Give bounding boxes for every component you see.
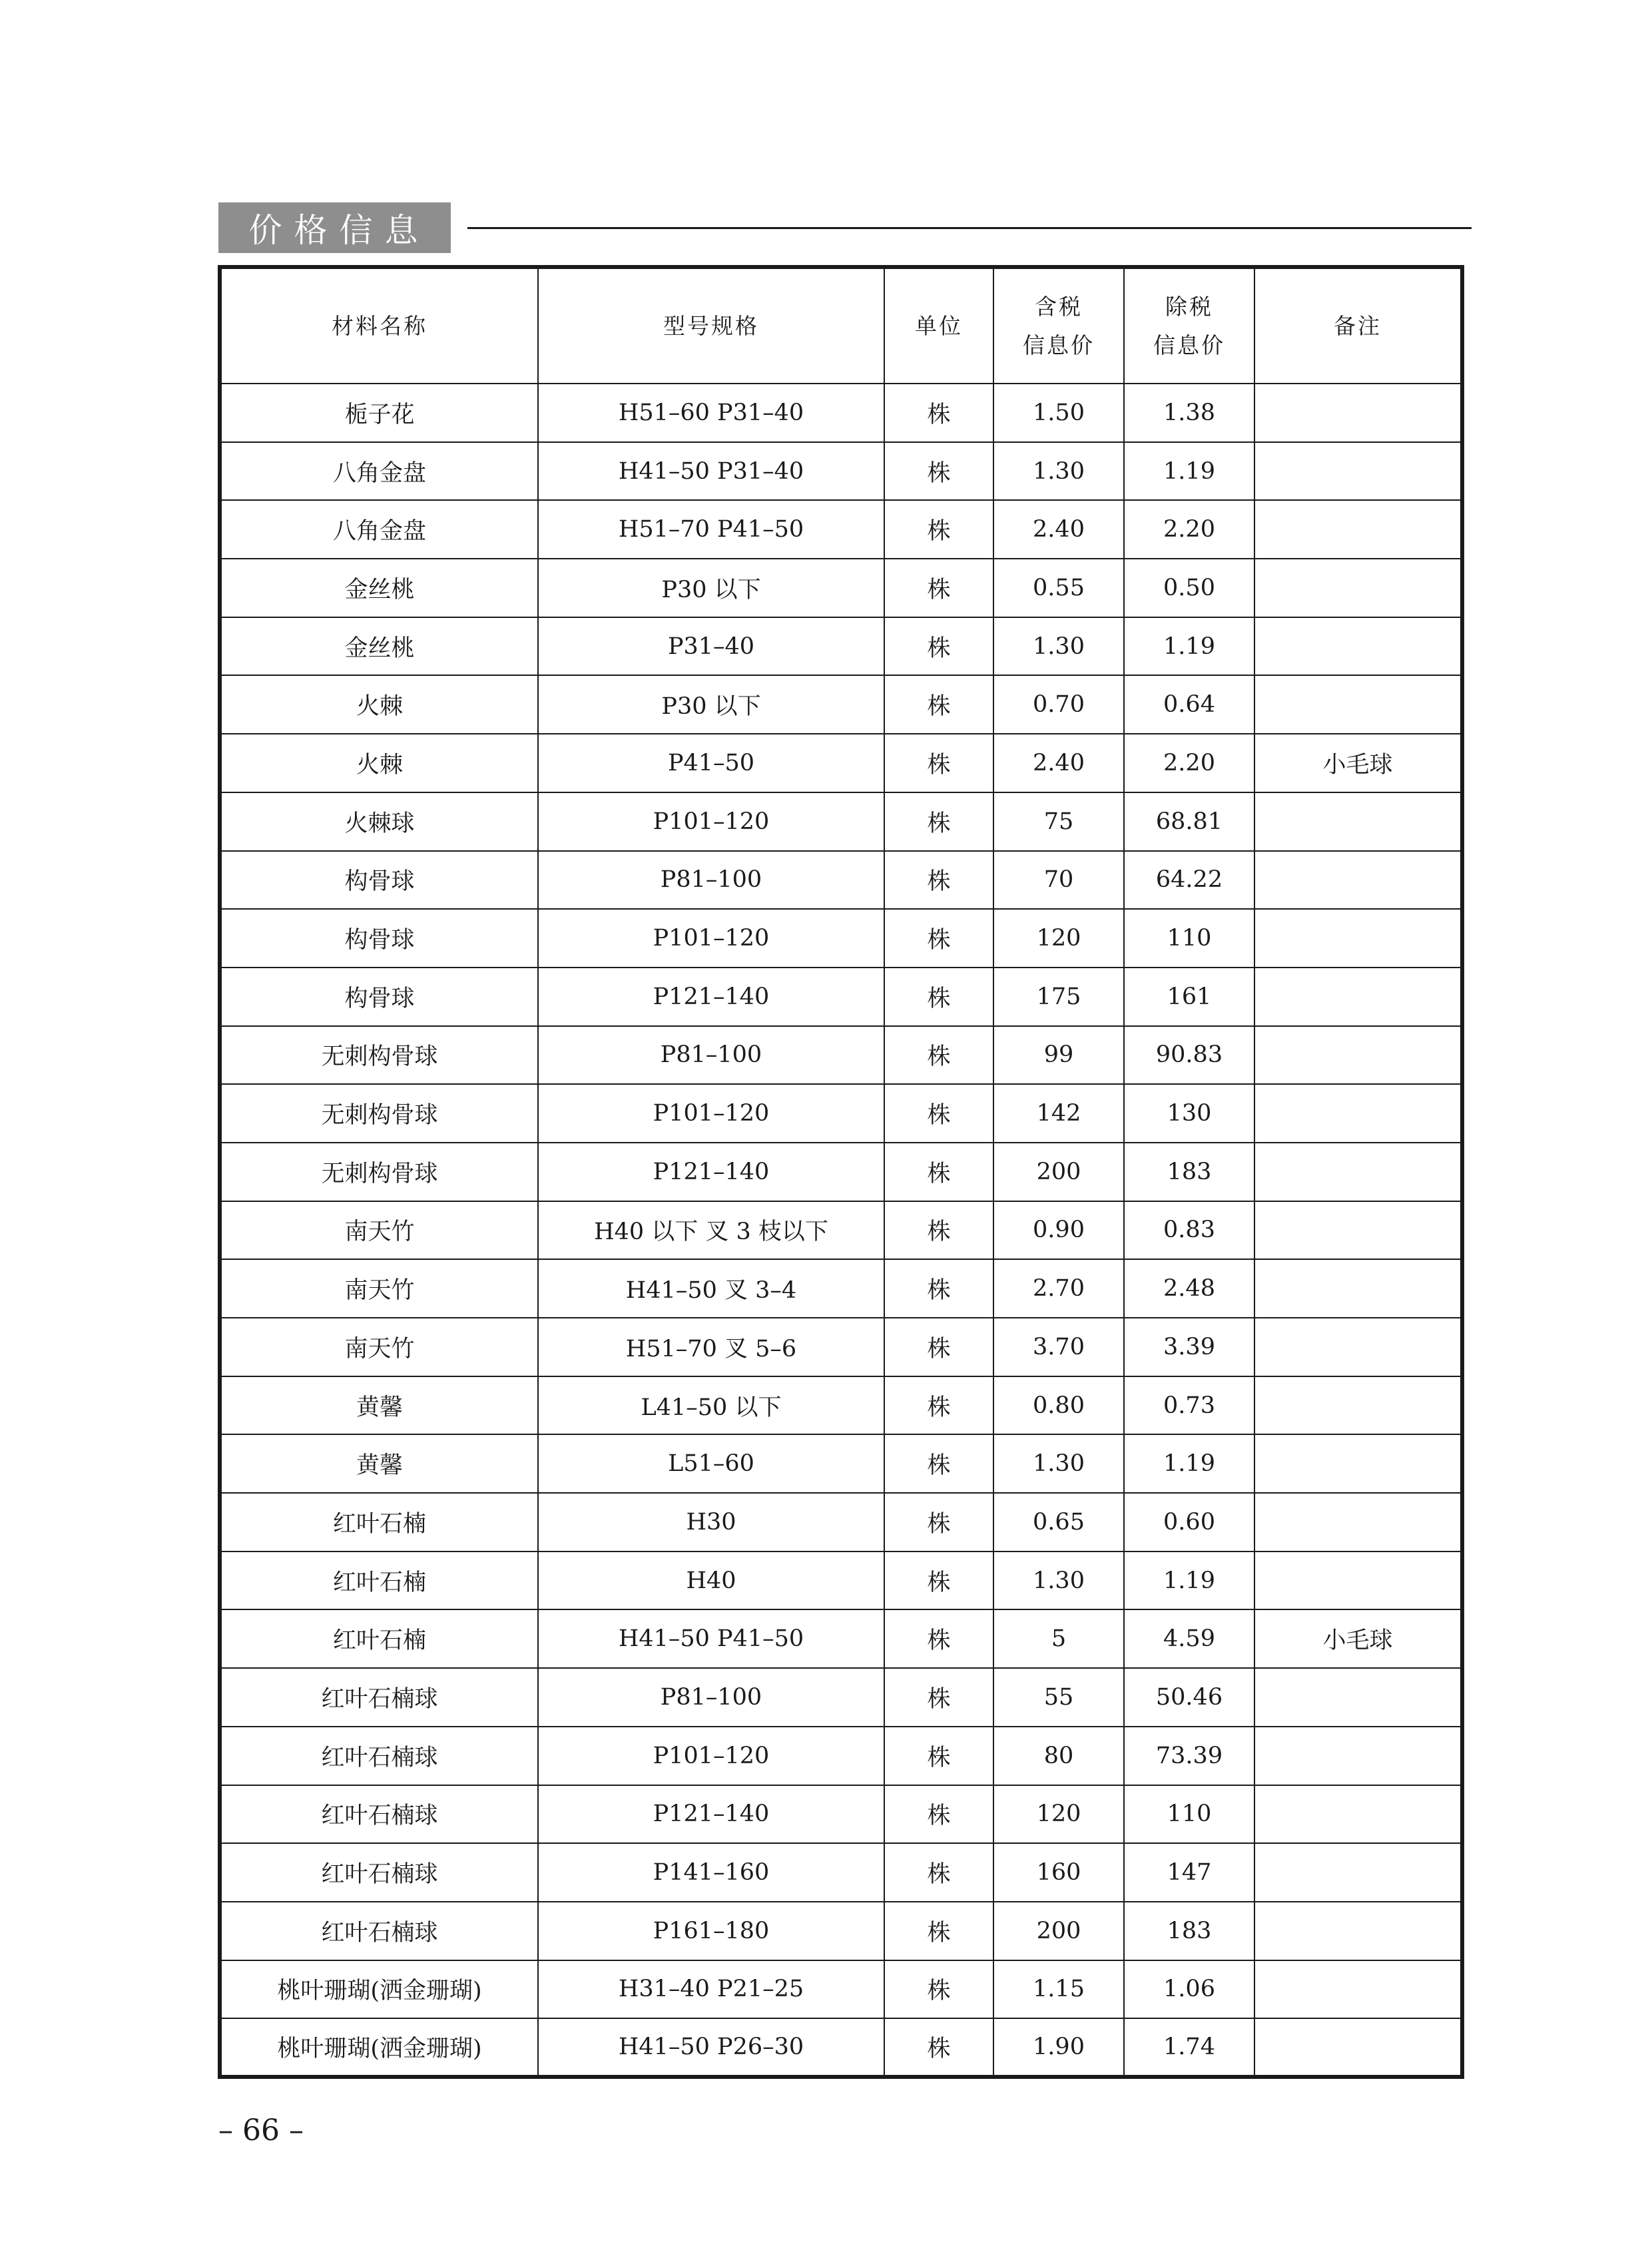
cell-tax-excluded-price: 0.64 [1124, 675, 1254, 734]
table-row [220, 1143, 1462, 1201]
cell-note [1254, 2018, 1462, 2077]
cell-unit: 株 [884, 1785, 993, 1844]
table-row [220, 384, 1462, 442]
cell-tax-included-price: 0.80 [993, 1376, 1124, 1435]
cell-name: 红叶石楠球 [220, 1843, 538, 1902]
header-name: 材料名称 [220, 267, 538, 384]
table-row [220, 968, 1462, 1026]
table-row [220, 1727, 1462, 1785]
cell-unit: 株 [884, 1843, 993, 1902]
cell-note [1254, 792, 1462, 851]
cell-tax-excluded-price: 161 [1124, 968, 1254, 1026]
cell-spec: P81–100 [538, 1668, 884, 1727]
cell-tax-included-price: 3.70 [993, 1318, 1124, 1376]
cell-tax-excluded-price: 3.39 [1124, 1318, 1254, 1376]
cell-spec: H51–60 P31–40 [538, 384, 884, 442]
cell-name: 栀子花 [220, 384, 538, 442]
cell-tax-included-price: 2.70 [993, 1259, 1124, 1318]
cell-spec: P30 以下 [538, 559, 884, 617]
cell-unit: 株 [884, 1727, 993, 1785]
cell-unit: 株 [884, 1668, 993, 1727]
cell-name: 八角金盘 [220, 442, 538, 501]
cell-note [1254, 1143, 1462, 1201]
table-row [220, 1026, 1462, 1085]
cell-name: 红叶石楠 [220, 1493, 538, 1552]
cell-tax-included-price: 0.55 [993, 559, 1124, 617]
cell-name: 南天竹 [220, 1201, 538, 1260]
cell-tax-included-price: 1.30 [993, 1434, 1124, 1493]
cell-tax-excluded-price: 90.83 [1124, 1026, 1254, 1085]
cell-unit: 株 [884, 559, 993, 617]
cell-tax-included-price: 99 [993, 1026, 1124, 1085]
cell-name: 无刺构骨球 [220, 1143, 538, 1201]
cell-name: 桃叶珊瑚(洒金珊瑚) [220, 2018, 538, 2077]
cell-tax-excluded-price: 1.19 [1124, 1552, 1254, 1610]
cell-tax-included-price: 142 [993, 1084, 1124, 1143]
cell-tax-included-price: 200 [993, 1902, 1124, 1960]
cell-tax-included-price: 5 [993, 1609, 1124, 1668]
cell-name: 构骨球 [220, 909, 538, 968]
cell-spec: P101–120 [538, 909, 884, 968]
cell-tax-excluded-price: 0.73 [1124, 1376, 1254, 1435]
cell-spec: P31–40 [538, 617, 884, 676]
cell-name: 红叶石楠 [220, 1552, 538, 1610]
cell-spec: H51–70 P41–50 [538, 500, 884, 559]
table-row [220, 1902, 1462, 1960]
cell-name: 红叶石楠球 [220, 1785, 538, 1844]
cell-spec: H31–40 P21–25 [538, 1960, 884, 2019]
table-row [220, 559, 1462, 617]
cell-unit: 株 [884, 1960, 993, 2019]
cell-note [1254, 617, 1462, 676]
table-row [220, 1552, 1462, 1610]
cell-name: 无刺构骨球 [220, 1084, 538, 1143]
cell-spec: H41–50 P41–50 [538, 1609, 884, 1668]
table-row [220, 734, 1462, 792]
table-row [220, 617, 1462, 676]
cell-tax-excluded-price: 1.38 [1124, 384, 1254, 442]
cell-spec: P41–50 [538, 734, 884, 792]
cell-note [1254, 851, 1462, 910]
cell-tax-excluded-price: 183 [1124, 1902, 1254, 1960]
cell-name: 红叶石楠球 [220, 1668, 538, 1727]
table-row [220, 1785, 1462, 1844]
cell-unit: 株 [884, 1493, 993, 1552]
table-header [220, 267, 1462, 384]
cell-tax-included-price: 55 [993, 1668, 1124, 1727]
cell-note [1254, 1318, 1462, 1376]
table-body [220, 384, 1462, 2077]
cell-note [1254, 384, 1462, 442]
cell-spec: H30 [538, 1493, 884, 1552]
table-row [220, 1376, 1462, 1435]
cell-tax-excluded-price: 0.60 [1124, 1493, 1254, 1552]
cell-unit: 株 [884, 1084, 993, 1143]
cell-tax-excluded-price: 68.81 [1124, 792, 1254, 851]
table-row [220, 1084, 1462, 1143]
cell-name: 金丝桃 [220, 617, 538, 676]
table-row [220, 1434, 1462, 1493]
table-row [220, 792, 1462, 851]
cell-tax-excluded-price: 110 [1124, 909, 1254, 968]
cell-unit: 株 [884, 442, 993, 501]
cell-note [1254, 500, 1462, 559]
cell-tax-excluded-price: 2.20 [1124, 734, 1254, 792]
cell-unit: 株 [884, 675, 993, 734]
cell-tax-excluded-price: 1.19 [1124, 617, 1254, 676]
cell-tax-excluded-price: 1.19 [1124, 1434, 1254, 1493]
cell-unit: 株 [884, 1552, 993, 1610]
cell-unit: 株 [884, 1259, 993, 1318]
cell-name: 火棘 [220, 734, 538, 792]
cell-tax-included-price: 160 [993, 1843, 1124, 1902]
cell-tax-excluded-price: 73.39 [1124, 1727, 1254, 1785]
cell-tax-included-price: 1.30 [993, 442, 1124, 501]
cell-note [1254, 1084, 1462, 1143]
cell-note [1254, 1259, 1462, 1318]
cell-unit: 株 [884, 1143, 993, 1201]
header-row [220, 267, 1462, 384]
cell-spec: P121–140 [538, 1143, 884, 1201]
table-row [220, 2018, 1462, 2077]
cell-tax-included-price: 70 [993, 851, 1124, 910]
table-row [220, 1493, 1462, 1552]
cell-name: 金丝桃 [220, 559, 538, 617]
cell-spec: H41–50 叉 3–4 [538, 1259, 884, 1318]
cell-unit: 株 [884, 1434, 993, 1493]
table-row [220, 1609, 1462, 1668]
cell-spec: L41–50 以下 [538, 1376, 884, 1435]
cell-tax-excluded-price: 4.59 [1124, 1609, 1254, 1668]
cell-tax-excluded-price: 1.06 [1124, 1960, 1254, 2019]
cell-tax-excluded-price: 2.48 [1124, 1259, 1254, 1318]
cell-spec: P101–120 [538, 1727, 884, 1785]
cell-note [1254, 1960, 1462, 2019]
table-row [220, 1668, 1462, 1727]
cell-spec: H40 以下 叉 3 枝以下 [538, 1201, 884, 1260]
cell-unit: 株 [884, 734, 993, 792]
header-line: 除税 [1165, 293, 1213, 320]
header-line: 信息价 [1023, 332, 1095, 358]
cell-name: 八角金盘 [220, 500, 538, 559]
cell-name: 无刺构骨球 [220, 1026, 538, 1085]
cell-note [1254, 1493, 1462, 1552]
cell-name: 黄馨 [220, 1434, 538, 1493]
cell-note [1254, 1902, 1462, 1960]
cell-name: 火棘球 [220, 792, 538, 851]
section-title: 价格信息 [218, 202, 451, 253]
cell-tax-excluded-price: 147 [1124, 1843, 1254, 1902]
table-row [220, 1201, 1462, 1260]
cell-unit: 株 [884, 500, 993, 559]
cell-note [1254, 1026, 1462, 1085]
header-line: 含税 [1035, 293, 1083, 320]
cell-tax-excluded-price: 50.46 [1124, 1668, 1254, 1727]
cell-name: 红叶石楠球 [220, 1727, 538, 1785]
cell-tax-excluded-price: 2.20 [1124, 500, 1254, 559]
cell-spec: P121–140 [538, 1785, 884, 1844]
cell-note: 小毛球 [1254, 734, 1462, 792]
cell-tax-excluded-price: 1.19 [1124, 442, 1254, 501]
cell-note [1254, 909, 1462, 968]
section-header [218, 202, 1472, 253]
table-row [220, 909, 1462, 968]
cell-spec: P81–100 [538, 1026, 884, 1085]
cell-name: 桃叶珊瑚(洒金珊瑚) [220, 1960, 538, 2019]
cell-note [1254, 675, 1462, 734]
cell-name: 火棘 [220, 675, 538, 734]
table-row [220, 500, 1462, 559]
cell-tax-included-price: 1.30 [993, 617, 1124, 676]
cell-note [1254, 1843, 1462, 1902]
cell-spec: H51–70 叉 5–6 [538, 1318, 884, 1376]
cell-unit: 株 [884, 909, 993, 968]
cell-unit: 株 [884, 851, 993, 910]
cell-spec: P121–140 [538, 968, 884, 1026]
cell-tax-excluded-price: 183 [1124, 1143, 1254, 1201]
table-row [220, 1318, 1462, 1376]
cell-tax-included-price: 0.65 [993, 1493, 1124, 1552]
cell-note [1254, 1552, 1462, 1610]
cell-note [1254, 1434, 1462, 1493]
section-divider [467, 227, 1472, 229]
header-note: 备注 [1254, 267, 1462, 384]
cell-tax-included-price: 75 [993, 792, 1124, 851]
cell-tax-excluded-price: 0.50 [1124, 559, 1254, 617]
cell-note: 小毛球 [1254, 1609, 1462, 1668]
table-row [220, 851, 1462, 910]
cell-unit: 株 [884, 792, 993, 851]
header-unit: 单位 [884, 267, 993, 384]
cell-tax-excluded-price: 130 [1124, 1084, 1254, 1143]
cell-unit: 株 [884, 1376, 993, 1435]
cell-note [1254, 1785, 1462, 1844]
table-row [220, 1259, 1462, 1318]
cell-name: 构骨球 [220, 968, 538, 1026]
cell-note [1254, 1668, 1462, 1727]
table-row [220, 1843, 1462, 1902]
cell-spec: P101–120 [538, 1084, 884, 1143]
cell-tax-included-price: 120 [993, 909, 1124, 968]
cell-unit: 株 [884, 1609, 993, 1668]
cell-spec: H40 [538, 1552, 884, 1610]
cell-tax-included-price: 0.70 [993, 675, 1124, 734]
cell-note [1254, 1727, 1462, 1785]
cell-note [1254, 968, 1462, 1026]
cell-tax-included-price: 0.90 [993, 1201, 1124, 1260]
page-number: – 66 – [218, 2114, 304, 2147]
cell-name: 南天竹 [220, 1318, 538, 1376]
cell-tax-excluded-price: 110 [1124, 1785, 1254, 1844]
cell-unit: 株 [884, 384, 993, 442]
cell-tax-included-price: 120 [993, 1785, 1124, 1844]
cell-tax-excluded-price: 0.83 [1124, 1201, 1254, 1260]
cell-note [1254, 559, 1462, 617]
cell-spec: H41–50 P26–30 [538, 2018, 884, 2077]
cell-unit: 株 [884, 1026, 993, 1085]
header-line: 信息价 [1153, 332, 1225, 358]
cell-tax-included-price: 1.50 [993, 384, 1124, 442]
cell-unit: 株 [884, 1201, 993, 1260]
cell-spec: P161–180 [538, 1902, 884, 1960]
cell-spec: H41–50 P31–40 [538, 442, 884, 501]
cell-spec: P81–100 [538, 851, 884, 910]
cell-tax-included-price: 1.15 [993, 1960, 1124, 2019]
cell-tax-included-price: 1.30 [993, 1552, 1124, 1610]
cell-note [1254, 442, 1462, 501]
cell-tax-included-price: 80 [993, 1727, 1124, 1785]
table-row [220, 1960, 1462, 2019]
cell-name: 构骨球 [220, 851, 538, 910]
cell-tax-included-price: 200 [993, 1143, 1124, 1201]
header-tax-included-price [993, 267, 1124, 384]
cell-unit: 株 [884, 1318, 993, 1376]
cell-spec: P101–120 [538, 792, 884, 851]
cell-tax-excluded-price: 64.22 [1124, 851, 1254, 910]
cell-note [1254, 1376, 1462, 1435]
price-table [218, 265, 1464, 2079]
cell-unit: 株 [884, 2018, 993, 2077]
cell-spec: P141–160 [538, 1843, 884, 1902]
cell-unit: 株 [884, 1902, 993, 1960]
cell-tax-included-price: 2.40 [993, 734, 1124, 792]
cell-name: 红叶石楠 [220, 1609, 538, 1668]
cell-spec: P30 以下 [538, 675, 884, 734]
header-spec: 型号规格 [538, 267, 884, 384]
cell-name: 黄馨 [220, 1376, 538, 1435]
cell-name: 红叶石楠球 [220, 1902, 538, 1960]
cell-note [1254, 1201, 1462, 1260]
cell-tax-included-price: 2.40 [993, 500, 1124, 559]
cell-unit: 株 [884, 968, 993, 1026]
cell-name: 南天竹 [220, 1259, 538, 1318]
cell-spec: L51–60 [538, 1434, 884, 1493]
cell-unit: 株 [884, 617, 993, 676]
header-tax-excluded-price [1124, 267, 1254, 384]
table-row [220, 675, 1462, 734]
cell-tax-excluded-price: 1.74 [1124, 2018, 1254, 2077]
cell-tax-included-price: 175 [993, 968, 1124, 1026]
cell-tax-included-price: 1.90 [993, 2018, 1124, 2077]
table-row [220, 442, 1462, 501]
